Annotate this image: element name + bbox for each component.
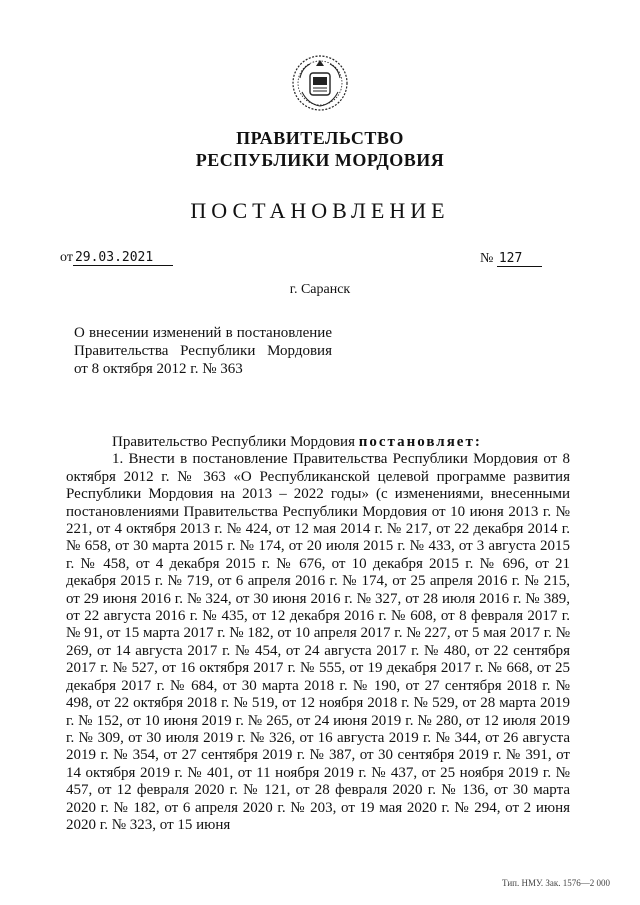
document-number: [480, 251, 542, 267]
intro-text: Правительство Республики Мордовия: [112, 434, 359, 450]
document-date: [60, 250, 173, 266]
organization-name-line2: РЕСПУБЛИКИ МОРДОВИЯ: [195, 150, 445, 170]
document-city: г. Саранск: [289, 282, 351, 297]
document-type-title: ПОСТАНОВЛЕНИЕ: [190, 198, 450, 223]
date-prefix: от: [60, 250, 73, 265]
date-value: 29.03.2021: [73, 250, 173, 266]
coat-of-arms-icon: [291, 54, 349, 112]
intro-decree-word: постановляет:: [358, 434, 482, 450]
document-subject: О внесении изменений в постановление Правительства Республики Мордовия от 8 октября 2012 г. № 363: [74, 325, 332, 377]
print-mark: Тип. НМУ. Зак. 1576—2 000: [502, 878, 610, 888]
body-paragraph-1: 1. Внести в постановление Правительства Республики Мордовия от 8 октября 2012 г. № 363 «О Республиканской целевой программе развития Республики Мордовия на 2013 – 2022 годы» (с изменениями, внесенными постановлениями Правительства Республики Мордовия от 10 июня 2013 г. № 221, от 4 октября 2013 г. № 424, от 12 мая 2014 г. № 217, от 22 декабря 2014 г. № 658, от 30 марта 2015 г. № 174, от 20 июля 2015 г. № 433, от 3 августа 2015 г. № 458, от 4 декабря 2015 г. № 676, от 10 декабря 2015 г. № 696, от 21 декабря 2015 г. № 719, от 6 апреля 2016 г. № 174, от 25 апреля 2016 г. № 215, от 29 июня 2016 г. № 324, от 30 июня 2016 г. № 327, от 28 июля 2016 г. № 389, от 22 августа 2016 г. № 435, от 12 декабря 2016 г. № 608, от 8 февраля 2017 г. № 91, от 15 марта 2017 г. № 182, от 10 апреля 2017 г. № 227, от 5 мая 2017 г. № 269, от 14 августа 2017 г. № 454, от 24 августа 2017 г. № 480, от 22 сентября 2017 г. № 527, от 16 октября 2017 г. № 555, от 19 декабря 2017 г. № 668, от 25 декабря 2017 г. № 684, от 30 марта 2018 г. № 190, от 27 сентября 2018 г. № 498, от 22 октября 2018 г. № 519, от 12 ноября 2018 г. № 529, от 28 марта 2019 г. № 152, от 10 июня 2019 г. № 265, от 24 июня 2019 г. № 280, от 12 июля 2019 г. № 309, от 30 июля 2019 г. № 326, от 16 августа 2019 г. № 344, от 26 августа 2019 г. № 354, от 27 сентября 2019 г. № 387, от 30 сентября 2019 г. № 391, от 14 октября 2019 г. № 401, от 11 ноября 2019 г. № 437, от 25 ноября 2019 г. № 457, от 12 февраля 2020 г. № 121, от 28 февраля 2020 г. № 136, от 30 марта 2020 г. № 182, от 6 апреля 2020 г. № 203, от 19 мая 2020 г. № 294, от 2 июня 2020 г. № 323, от 15 июня: [66, 451, 570, 833]
body-intro: [112, 434, 570, 451]
document-body: [66, 434, 570, 834]
number-value: 127: [497, 251, 542, 267]
number-prefix: №: [480, 251, 494, 266]
organization-name-line1: ПРАВИТЕЛЬСТВО: [236, 128, 404, 148]
